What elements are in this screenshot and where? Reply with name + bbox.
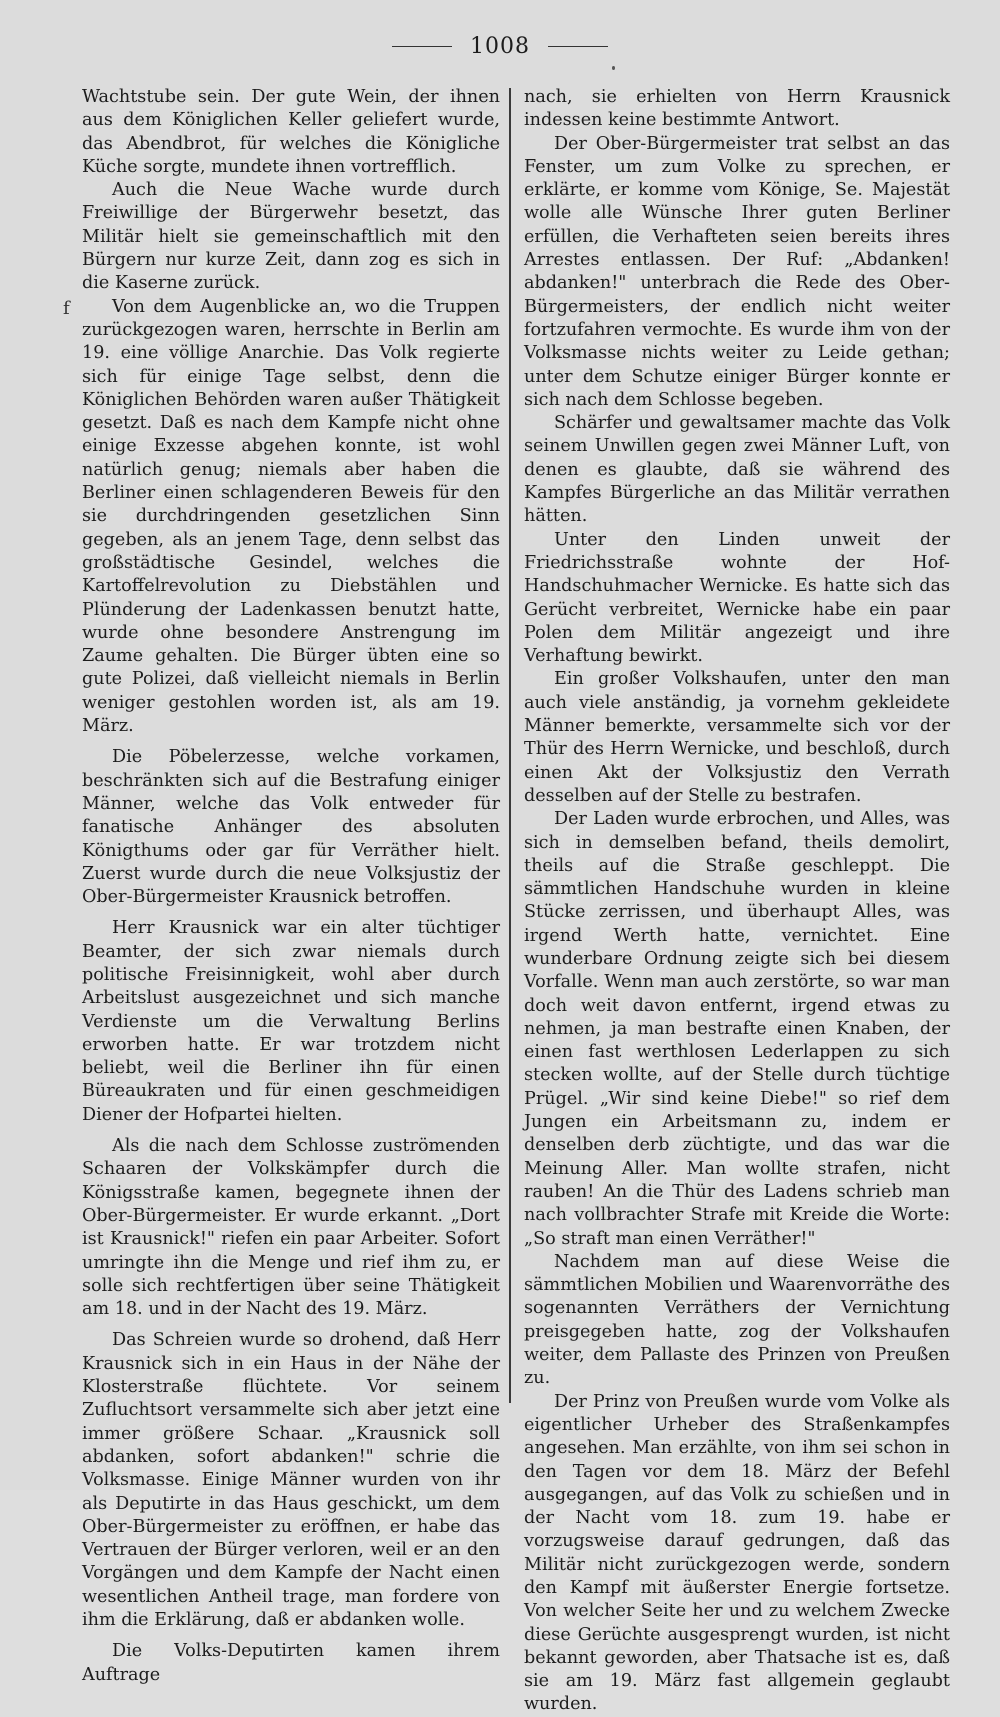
right-paragraph-8: Der Prinz von Preußen wurde vom Volke als eigentlicher Urheber des Straßenkampfes angesehen. Man erzählte, von ihm sei schon in den Tagen vor dem 18. März der Befehl ausgegangen, auf das Volk zu schießen und in der Nacht vom 18. zum 19. habe er vorzugsweise darauf gedrungen, daß das Militär nicht zurückgezogen werde, sondern den Kampf mit äußerster Energie fortsetze. Von welcher Seite her und zu welchem Zwecke diese Gerüchte ausgesprengt wurden, ist nicht bekannt geworden, aber Thatsache ist es, daß sie am 19. März fast allgemein geglaubt wurden. — [524, 1391, 950, 1715]
left-column — [82, 86, 500, 1687]
margin-mark: f — [63, 298, 70, 319]
left-paragraph-8: Die Volks-Deputirten kamen ihrem Auftrage — [82, 1641, 500, 1685]
page-number: 1008 — [470, 34, 530, 59]
page-header — [0, 34, 1000, 59]
right-column — [524, 86, 950, 1717]
header-rule-right — [548, 46, 608, 48]
left-paragraph-6: Als die nach dem Schlosse zuströmenden Schaaren der Volkskämpfer durch die Königsstraße kamen, begegnete ihnen der Ober-Bürgermeister. Er wurde erkannt. „Dort ist Krausnick!" riefen ein paar Arbeiter. Sofort umringte ihn die Menge und rief ihm zu, er solle sich rechtfertigen über seine Thätigkeit am 18. und in der Nacht des 19. März. — [82, 1136, 500, 1320]
left-paragraph-1: Wachtstube sein. Der gute Wein, der ihnen aus dem Königlichen Keller geliefert wurde, das Abendbrot, für welches die Königliche Küche sorgte, mundete ihnen vortrefflich. — [82, 87, 500, 177]
left-paragraph-2: Auch die Neue Wache wurde durch Freiwillige der Bürgerwehr besetzt, das Militär hielt sie gemeinschaftlich mit den Bürgern nur kurze Zeit, dann zog es sich in die Kaserne zurück. — [82, 180, 500, 294]
left-paragraph-3: Von dem Augenblicke an, wo die Truppen zurückgezogen waren, herrschte in Berlin am 19. eine völlige Anarchie. Das Volk regierte sich für einige Tage selbst, denn die Königlichen Behörden waren außer Thätigkeit gesetzt. Daß es nach dem Kampfe nicht ohne einige Exzesse abgehen konnte, ist wohl natürlich genug; niemals aber haben die Berliner einen schlagenderen Beweis für den sie durchdringenden gesetzlichen Sinn gegeben, als an jenem Tage, denn selbst das großstädtische Gesindel, welches die Kartoffelrevolution zu Diebstählen und Plünderung der Ladenkassen benutzt hatte, wurde ohne besondere Anstrengung im Zaume gehalten. Die Bürger übten eine so gute Polizei, daß vielleicht niemals in Berlin weniger gestohlen worden ist, als am 19. März. — [82, 296, 500, 737]
right-paragraph-6: Der Laden wurde erbrochen, und Alles, was sich in demselben befand, theils demolirt, theils auf die Straße geschleppt. Die sämmtlichen Handschuhe wurden in kleine Stücke zerrissen, und überhaupt Alles, was irgend Werth hatte, vernichtet. Eine wunderbare Ordnung zeigte sich bei diesem Vorfalle. Wenn man auch zerstörte, so war man doch weit davon entfernt, irgend etwas zu nehmen, ja man bestrafte einen Knaben, der einen fast werthlosen Lederlappen zu sich stecken wollte, auf der Stelle durch tüchtige Prügel. „Wir sind keine Diebe!" so rief dem Jungen ein Arbeitsmann zu, indem er denselben derb züchtigte, und das war die Meinung Aller. Man wollte strafen, nicht rauben! An die Thür des Ladens schrieb man nach vollbrachter Strafe mit Kreide die Worte: „So straft man einen Verräther!" — [524, 809, 950, 1249]
right-paragraph-3: Schärfer und gewaltsamer machte das Volk seinem Unwillen gegen zwei Männer Luft, von denen es glaubte, daß sie während des Kampfes Bürgerliche an das Militär verrathen hätten. — [524, 413, 950, 527]
right-paragraph-4: Unter den Linden unweit der Friedrichsstraße wohnte der Hof-Handschuhmacher Wernicke. Es hatte sich das Gerücht verbreitet, Wernicke habe ein paar Polen dem Militär angezeigt und ihre Verhaftung bewirkt. — [524, 529, 950, 667]
column-divider — [509, 88, 511, 1403]
header-rule-left — [392, 46, 452, 48]
right-paragraph-1: nach, sie erhielten von Herrn Krausnick indessen keine bestimmte Antwort. — [524, 87, 950, 131]
left-paragraph-5: Herr Krausnick war ein alter tüchtiger Beamter, der sich zwar niemals durch politische Freisinnigkeit, wohl aber durch Arbeitslust ausgezeichnet und sich manche Verdienste um die Verwaltung Berlins erworben hatte. Er war trotzdem nicht beliebt, weil die Berliner ihn für einen Büreaukraten und für einen geschmeidigen Diener der Hofpartei hielten. — [82, 918, 500, 1125]
left-paragraph-4: Die Pöbelerzesse, welche vorkamen, beschränkten sich auf die Bestrafung einiger Männer, welche das Volk entweder für fanatische Anhänger des absoluten Königthums oder gar für Verräther hielt. Zuerst wurde durch die neue Volksjustiz der Ober-Bürgermeister Krausnick betroffen. — [82, 747, 500, 908]
right-paragraph-7: Nachdem man auf diese Weise die sämmtlichen Mobilien und Waarenvorräthe des sogenannten Verräthers der Vernichtung preisgegeben hatte, zog der Volkshaufen weiter, dem Pallaste des Prinzen von Preußen zu. — [524, 1251, 950, 1389]
left-paragraph-7: Das Schreien wurde so drohend, daß Herr Krausnick sich in ein Haus in der Nähe der Klosterstraße flüchtete. Vor seinem Zufluchtsort versammelte sich aber jetzt eine immer größere Schaar. „Krausnick soll abdanken, sofort abdanken!" schrie die Volksmasse. Einige Männer wurden von ihr als Deputirte in das Haus geschickt, um dem Ober-Bürgermeister zu eröffnen, er habe das Vertrauen der Bürger verloren, weil er an den Vorgängen und dem Kampfe der Nacht einen wesentlichen Antheil trage, man fordere von ihm die Erklärung, daß er abdanken wolle. — [82, 1330, 500, 1630]
ink-speck — [612, 66, 615, 70]
right-paragraph-2: Der Ober-Bürgermeister trat selbst an das Fenster, um zum Volke zu sprechen, er erklärte, er komme vom Könige, Se. Majestät wolle alle Wünsche Ihrer guten Berliner erfüllen, die Verhafteten seien bereits ihres Arrestes entlassen. Der Ruf: „Abdanken! abdanken!" unterbrach die Rede des Ober-Bürgermeisters, der endlich nicht weiter fortzufahren vermochte. Es wurde ihm von der Volksmasse nichts weiter zu Leide gethan; unter dem Schutze einiger Bürger konnte er sich nach dem Schlosse begeben. — [524, 133, 950, 410]
right-paragraph-5: Ein großer Volkshaufen, unter den man auch viele anständig, ja vornehm gekleidete Männer bemerkte, versammelte sich vor der Thür des Herrn Wernicke, und beschloß, durch einen Akt der Volksjustiz den Verrath desselben auf der Stelle zu bestrafen. — [524, 669, 950, 806]
